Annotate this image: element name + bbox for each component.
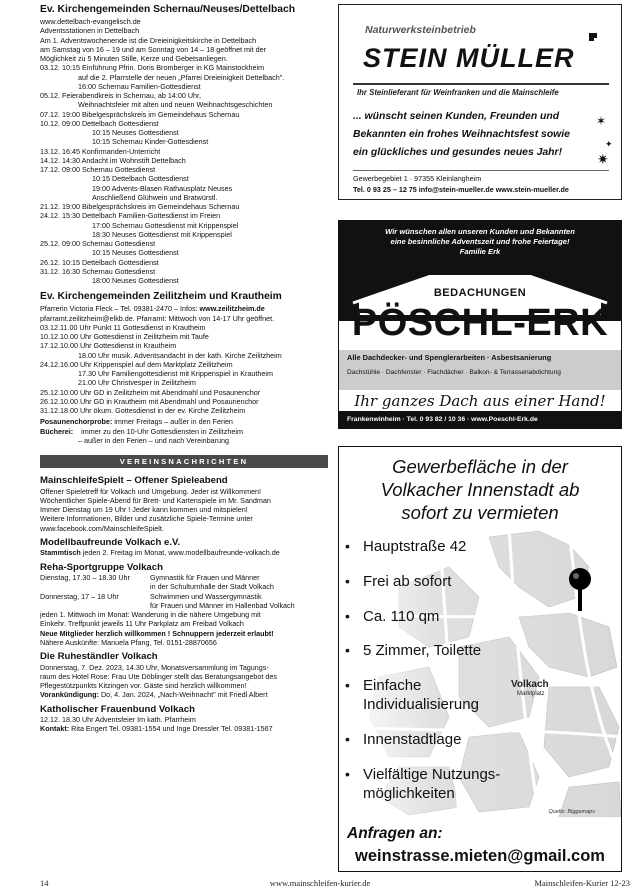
event-line: 31.12. 16:30 Schernau Gottesdienst bbox=[40, 266, 156, 276]
vorank-text: Do, 4. Jan. 2024, „Nach-Weihnacht" mit Friedl Albert bbox=[98, 690, 268, 700]
ad2-contact: Frankenwinheim · Tel. 0 93 82 / 10 36 · www.Poeschl-Erk.de bbox=[339, 411, 621, 429]
ad1-divider2 bbox=[353, 170, 609, 171]
wish-line1: Wir wünschen allen unseren Kunden und Bekannten bbox=[385, 227, 575, 236]
event-line: 10:15 Neuses Gottesdienst bbox=[92, 128, 179, 137]
event-line: 17:00 Schernau Gottesdienst mit Krippenspiel bbox=[92, 220, 239, 230]
bullet-icon: • bbox=[345, 765, 350, 782]
event-line: 10.12. 09:00 Dettelbach Gottesdienst bbox=[40, 118, 159, 128]
head-line1: Gewerbefläche in der bbox=[392, 456, 568, 477]
feature-text: Hauptstraße 42 bbox=[363, 538, 467, 555]
event-line: 03.12.11.00 Uhr Punkt 11 Gottesdienst in Krautheim bbox=[40, 322, 206, 332]
event-line: 24.12. 15:30 Dettelbach Familien-Gottesdienst im Freien bbox=[40, 211, 221, 221]
wish-line3: Familie Erk bbox=[459, 247, 501, 256]
club-text-line: Wöchentlicher Spiele-Abend für Brett- und Kartenspiele im Mr. Sandman bbox=[40, 495, 271, 505]
greet-line1: ... wünscht seinen Kunden, Freunden und bbox=[353, 111, 560, 122]
event-line: 10:15 Neuses Gottesdienst bbox=[92, 248, 179, 258]
contact-link[interactable]: www.zeilitzheim.de bbox=[199, 304, 265, 314]
location-pin-icon bbox=[567, 567, 593, 611]
event-line: 19:00 Advents-Blasen Rathausplatz Neuses bbox=[92, 183, 233, 193]
page-footer bbox=[0, 876, 640, 890]
reha-desc2 bbox=[150, 592, 328, 611]
pos-text: immer Freitags – außer in den Ferien bbox=[112, 417, 233, 427]
feature-item bbox=[345, 607, 535, 626]
frauenbund-line: 12.12. 18.30 Uhr Adventsfeier Im kath. Pfarrheim bbox=[40, 715, 196, 724]
event-line: 10:15 Dettelbach Gottesdienst bbox=[92, 174, 189, 184]
feature-item bbox=[345, 676, 535, 714]
wish-line2: eine besinnliche Adventszeit und frohe Feiertage! bbox=[390, 237, 570, 246]
section-title-schernau: Ev. Kirchengemeinden Schernau/Neuses/Dettelbach bbox=[40, 4, 296, 15]
ad1-logo: STEIN MÜLLER bbox=[355, 41, 603, 75]
addr-line1: Gewerbegebiet 1 · 97355 Kleinlangheim bbox=[353, 174, 482, 183]
event-line: 14.12. 14:30 Andacht im Wohnstift Dettelbach bbox=[40, 155, 186, 165]
reha-desc1 bbox=[150, 573, 328, 592]
head-line2: Volkacher Innenstadt ab bbox=[380, 479, 580, 500]
intro-line: www.dettelbach-evangelisch.de bbox=[40, 17, 141, 26]
club-title-reha: Reha-Sportgruppe Volkach bbox=[40, 561, 163, 573]
event-line: 03.12. 10:15 Einführung Pfrin. Doris Bromberger in KG Mainstockheim bbox=[40, 63, 265, 73]
left-column bbox=[40, 4, 328, 734]
kontakt-text: Rita Engert Tel. 09381-1554 und Inge Dressler Tel. 09381-1567 bbox=[69, 724, 273, 734]
feature-item bbox=[345, 730, 535, 749]
addr-line2: Tel. 0 93 25 – 12 75 info@stein-mueller.de www.stein-mueller.de bbox=[353, 185, 569, 194]
bullet-icon: • bbox=[345, 607, 350, 624]
club-text-line: Offener Spieletreff für Volkach und Umgebung. Jeder ist Willkommen! bbox=[40, 486, 262, 496]
reha-desc2b: für Frauen und Männer im Hallenbad Volkach bbox=[150, 600, 295, 610]
greet-line2: Bekannten ein frohes Weihnachtsfest sowie bbox=[353, 129, 570, 140]
event-line: 10:15 Schernau Kinder-Gottesdienst bbox=[92, 137, 209, 147]
church1-intro bbox=[40, 17, 328, 63]
bue-text: immer zu den 10-Uhr Gottesdiensten in Zeilitzheim bbox=[73, 426, 243, 436]
bullet-icon: • bbox=[345, 677, 350, 694]
buecherei-line bbox=[40, 427, 328, 436]
reha-row1 bbox=[40, 573, 328, 592]
reha-line1: jeden 1. Mittwoch im Monat: Wanderung in die nähere Umgebung mit bbox=[40, 610, 261, 619]
feature-text: Ca. 110 qm bbox=[363, 607, 440, 625]
feature-text: 5 Zimmer, Toilette bbox=[363, 642, 482, 660]
ad1-subtitle: Ihr Steinlieferant für Weinfranken und die Mainschleife bbox=[357, 88, 559, 97]
event-line: 25.12.10.00 Uhr GD in Zeilitzheim mit Abendmahl und Posaunenchor bbox=[40, 387, 261, 397]
feature-item bbox=[345, 641, 535, 660]
club-text-line: Immer Dienstag um 19 Uhr ! Jeder kann kommen und mitspielen! bbox=[40, 505, 248, 514]
event-line: Weihnachtsfeier mit alten und neuen Weihnachtsgeschichten bbox=[78, 100, 273, 110]
event-line: Anschließend Glühwein und Bratwürstl. bbox=[92, 192, 218, 202]
event-line: 16:00 Schernau Familien-Gottesdienst bbox=[78, 81, 201, 91]
reha-desc2a: Schwimmen und Wassergymnastik bbox=[150, 591, 262, 601]
reha-desc1b: in der Schulturnhalle der Stadt Volkach bbox=[150, 582, 274, 592]
feature-text: Einfache Individualisierung bbox=[363, 677, 479, 714]
feature-item bbox=[345, 537, 535, 556]
ad1-greeting bbox=[353, 108, 570, 162]
intro-line: Möglichkeit zu 5 Minuten Stille, Kerze und Gebetsanliegen. bbox=[40, 54, 228, 63]
event-line: 17.12.10.00 Uhr Gottesdienst in Krautheim bbox=[40, 341, 177, 351]
event-line: 18.00 Uhr musik. Adventsandacht in der kath. Kirche Zeilitzheim bbox=[78, 350, 282, 360]
intro-line: am Samstag von 16 – 19 und am Sonntag von 14 – 18 geöffnet mit der bbox=[40, 44, 267, 54]
bullet-icon: • bbox=[345, 572, 350, 589]
ad-poeschl-erk[interactable] bbox=[338, 220, 622, 429]
ad2-services: Alle Dachdecker- und Spenglerarbeiten · Asbestsanierung bbox=[347, 353, 552, 362]
stammtisch-text: jeden 2. Freitag im Monat, www.modellbaufreunde-volkach.de bbox=[80, 548, 280, 558]
vorank-label: Vorankündigung: bbox=[40, 690, 99, 700]
event-line: 10.12.10.00 Uhr Gottesdienst in Zeilitzheim mit Taufe bbox=[40, 332, 209, 341]
church2-events bbox=[40, 323, 328, 416]
star-icon: ✷ bbox=[597, 151, 609, 167]
reha-time2: Donnerstag, 17 – 18 Uhr bbox=[40, 591, 119, 601]
reha-desc1a: Gymnastik für Frauen und Männer bbox=[150, 573, 260, 582]
event-line: 21.12. 19:00 Bibelgesprächskreis im Gemeindehaus Schernau bbox=[40, 202, 240, 211]
event-line: 31.12.18.00 Uhr ökum. Gottesdienst in der ev. Kirche Zeilitzheim bbox=[40, 406, 246, 415]
feature-text: Frei ab sofort bbox=[363, 572, 452, 590]
event-line: 07.12. 19:00 Bibelgesprächskreis im Gemeindehaus Schernau bbox=[40, 109, 240, 119]
church1-events bbox=[40, 63, 328, 285]
bullet-icon: • bbox=[345, 538, 350, 554]
ad2-name: PÖSCHL-ERK bbox=[351, 302, 609, 344]
club-title-modellbau: Modellbaufreunde Volkach e.V. bbox=[40, 536, 181, 548]
reha-line2: Einkehr. Treffpunkt jeweils 11 Uhr Parkplatz am Freibad Volkach bbox=[40, 619, 244, 629]
ad3-feature-list bbox=[345, 537, 535, 819]
frauenbund-contact bbox=[40, 724, 328, 733]
event-line: 24.12.16.00 Uhr Krippenspiel auf dem Marktplatz Zeilitzheim bbox=[40, 359, 233, 369]
reha-time1: Dienstag, 17.30 – 18.30 Uhr bbox=[40, 573, 130, 582]
ad3-email[interactable]: weinstrasse.mieten@gmail.com bbox=[355, 847, 605, 865]
map-label-marktplatz: Marktplatz bbox=[517, 691, 545, 697]
club-text-line: Weitere Informationen, Bilder und zusätzliche Spiele-Termine unter bbox=[40, 514, 253, 524]
ruhe-line3: Pflegestützpunkts Kitzingen vor. Gäste sind herzlich willkommen! bbox=[40, 681, 247, 690]
footer-magazine: Mainschleifen-Kurier 12-23 bbox=[534, 878, 630, 888]
footer-url[interactable]: www.mainschleifen-kurier.de bbox=[269, 878, 371, 888]
event-line: 25.12. 09:00 Schernau Gottesdienst bbox=[40, 239, 156, 248]
club-title-frauenbund: Katholischer Frauenbund Volkach bbox=[40, 703, 195, 715]
buecherei-line2: – außer in den Ferien – und nach Vereinbarung bbox=[78, 435, 230, 445]
intro-line: Adventsstationen in Dettelbach bbox=[40, 26, 140, 36]
section-title-zeilitzheim: Ev. Kirchengemeinden Zeilitzheim und Krautheim bbox=[40, 291, 282, 303]
stammtisch-label: Stammtisch bbox=[40, 548, 81, 558]
contact-text: Pfarrerin Victoria Fleck – Tel. 09381-2470 – Infos: bbox=[40, 304, 200, 314]
ad2-wish bbox=[339, 227, 621, 257]
event-line: 13.12. 16:45 Konfirmanden-Unterricht bbox=[40, 146, 161, 156]
ad1-address bbox=[353, 173, 569, 195]
star-icon: ✶ bbox=[596, 114, 607, 128]
pos-label: Posaunenchorprobe: bbox=[40, 417, 113, 427]
bullet-icon: • bbox=[345, 730, 350, 747]
event-line: 18:00 Neuses Gottesdienst bbox=[92, 276, 179, 285]
reha-contact: Nähere Auskünfte: Manuela Pfang, Tel. 0151-28870656 bbox=[40, 637, 217, 647]
feature-item bbox=[345, 765, 535, 803]
posaunenchor-line bbox=[40, 417, 328, 426]
ruhe-vorank bbox=[40, 690, 328, 699]
ad1-divider bbox=[353, 83, 609, 85]
event-line: 21.00 Uhr Christvesper in Zeilitzheim bbox=[78, 378, 196, 388]
club1-text bbox=[40, 487, 328, 533]
ad1-tagline: Naturwerksteinbetrieb bbox=[365, 24, 476, 36]
reha-welcome: Neue Mitglieder herzlich willkommen ! Schnuppern jederzeit erlaubt! bbox=[40, 628, 274, 638]
church2-contact bbox=[40, 304, 328, 313]
event-line: auf die 2. Pfarrstelle der neuen „Pfarrei Dreieinigkeit Dettelbach". bbox=[78, 72, 285, 82]
event-line: 26.12.10.00 Uhr GD in Krautheim mit Abendmahl und Posaunenchor bbox=[40, 396, 259, 406]
bullet-icon: • bbox=[345, 642, 350, 659]
feature-text: Vielfältige Nutzungs- möglichkeiten bbox=[363, 765, 501, 802]
bue-label: Bücherei: bbox=[40, 426, 74, 436]
ad2-slogan: Ihr ganzes Dach aus einer Hand! bbox=[354, 392, 606, 410]
club-text-line: www.facebook.com/MainschleifeSpielt. bbox=[40, 523, 164, 533]
club-title-spiele: MainschleifeSpielt – Offener Spieleabend bbox=[40, 475, 228, 486]
event-line: 26.12. 10:15 Dettelbach Gottesdienst bbox=[40, 257, 159, 267]
greet-line3: ein glückliches und gesundes neues Jahr! bbox=[353, 147, 563, 158]
map-source: Quelle: Biggemaps bbox=[548, 809, 595, 815]
ad3-ask: Anfragen an: bbox=[347, 825, 443, 842]
map-label-volkach: Volkach bbox=[511, 679, 549, 690]
club2-line bbox=[40, 548, 328, 557]
ruhe-line1: Donnerstag, 7. Dez. 2023, 14.30 Uhr, Monatsversammlung im Tagungs- bbox=[40, 662, 269, 672]
ad-gewerbeflaeche[interactable] bbox=[338, 446, 622, 872]
ad2-services2: Dachstühle · Dachfenster · Flachdächer · Balkon- & Terrassenabdichtung bbox=[347, 369, 561, 376]
club-title-ruhestaendler: Die Ruheständler Volkach bbox=[40, 651, 158, 662]
event-line: 18:30 Neuses Gottesdienst mit Krippenspiel bbox=[92, 229, 232, 239]
ad3-headline bbox=[339, 455, 621, 524]
head-line3: sofort zu vermieten bbox=[401, 502, 559, 523]
vereinsnachrichten-banner: VEREINSNACHRICHTEN bbox=[40, 455, 328, 468]
feature-text: Innenstadtlage bbox=[363, 730, 462, 748]
church2-contact2: pfarramt.zeilitzheim@elkb.de. Pfarramt: Mittwoch von 14-17 Uhr geöffnet. bbox=[40, 313, 275, 323]
ad2-bedachungen: BEDACHUNGEN bbox=[433, 287, 527, 299]
star-icon: ✦ bbox=[605, 139, 613, 149]
intro-line: Am 1. Adventswochenende ist die Dreieinigkeitskirche in Dettelbach bbox=[40, 35, 257, 45]
ruhe-line2: raum des Hotel Rose: Frau Ute Döblinger stellt das Beratungsangebot des bbox=[40, 671, 277, 681]
page-number: 14 bbox=[40, 878, 49, 888]
reha-row2 bbox=[40, 592, 328, 611]
event-line: 17.12. 09:00 Schernau Gottesdienst bbox=[40, 165, 156, 174]
feature-item bbox=[345, 572, 535, 591]
kontakt-label: Kontakt: bbox=[40, 724, 70, 734]
event-line: 17.30 Uhr Familiengottesdienst mit Krippenspiel in Krautheim bbox=[78, 369, 273, 378]
ad-stein-mueller[interactable] bbox=[338, 4, 622, 200]
event-line: 05.12. Feierabendkreis in Schernau, ab 14:00 Uhr, bbox=[40, 91, 202, 100]
